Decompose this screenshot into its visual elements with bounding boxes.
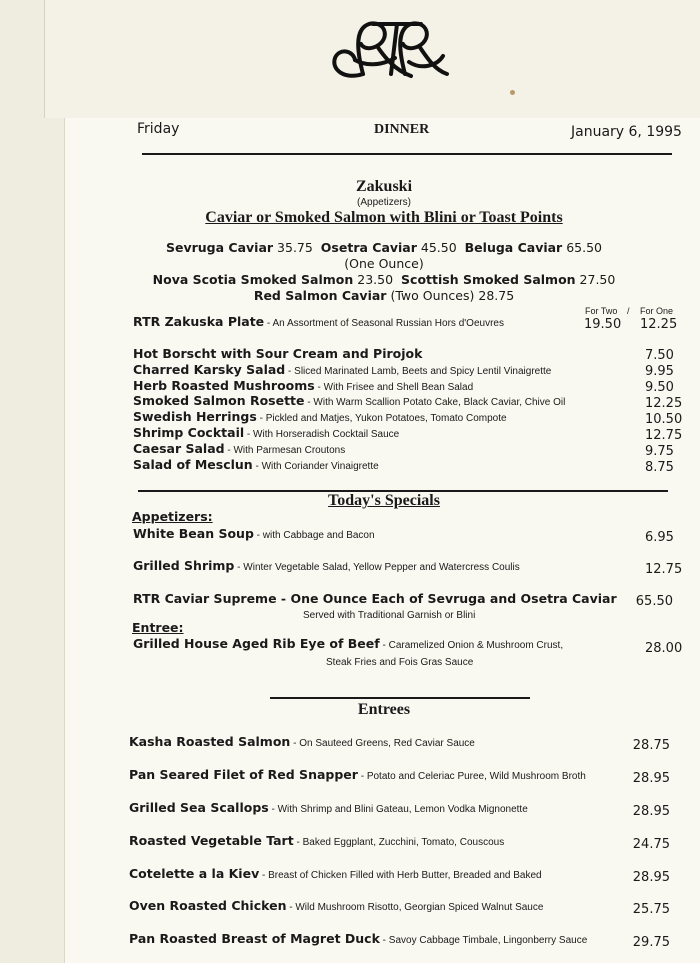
specials-title: Today's Specials: [328, 492, 440, 509]
rtr-logo: [325, 14, 450, 84]
caviar-title: Caviar or Smoked Salmon with Blini or Toast Points: [205, 209, 563, 226]
plate-price-two: 19.50: [584, 317, 622, 332]
entree-item: Oven Roasted Chicken - Wild Mushroom Risotto, Georgian Spiced Walnut Sauce: [129, 898, 544, 913]
special-entree-desc2: Steak Fries and Fois Gras Sauce: [326, 657, 474, 668]
header-divider: [142, 153, 672, 155]
plate-price-one: 12.25: [640, 317, 678, 332]
red-caviar-price: 28.75: [478, 288, 515, 303]
item-price: 9.50: [645, 380, 674, 395]
beluga-price: 65.50: [566, 240, 603, 255]
sevruga-price: 35.75: [277, 240, 313, 255]
red-caviar-line: [84, 288, 684, 303]
logo-text: RTR: [385, 54, 389, 55]
scottish-price: 27.50: [579, 272, 616, 287]
caviar-line: [84, 240, 684, 255]
zakuski-item: Charred Karsky Salad - Sliced Marinated Lamb, Beets and Spicy Lentil Vinaigrette: [133, 362, 552, 377]
special-item: White Bean Soup - with Cabbage and Bacon: [133, 526, 375, 541]
beluga-name: Beluga Caviar: [464, 240, 563, 255]
zakuski-subtitle: (Appetizers): [357, 197, 411, 208]
item-price: 10.50: [645, 412, 683, 427]
item-price: 29.75: [632, 935, 670, 950]
one-ounce-note: (One Ounce): [344, 256, 424, 271]
caviar-supreme-desc: Served with Traditional Garnish or Blini: [303, 610, 476, 621]
menu-date: January 6, 1995: [571, 124, 682, 140]
for-two-label: For Two: [585, 306, 618, 316]
zakuski-item: Salad of Mesclun - With Coriander Vinaigrette: [133, 457, 379, 472]
special-item: Grilled Shrimp - Winter Vegetable Salad, Yellow Pepper and Watercress Coulis: [133, 558, 520, 573]
menu-day: Friday: [137, 121, 180, 137]
red-caviar-name: Red Salmon Caviar: [253, 288, 387, 303]
zakuski-item: Herb Roasted Mushrooms - With Frisee and Shell Bean Salad: [133, 378, 474, 393]
appetizers-label: Appetizers:: [132, 509, 213, 524]
item-price: 28.95: [632, 804, 670, 819]
zakuski-item: Hot Borscht with Sour Cream and Pirojok: [133, 346, 423, 361]
item-price: 12.75: [645, 562, 683, 577]
item-desc: An Assortment of Seasonal Russian Hors d'Oeuvres: [272, 318, 504, 329]
item-price: 6.95: [645, 530, 674, 545]
entree-item: Pan Roasted Breast of Magret Duck - Savoy Cabbage Timbale, Lingonberry Sauce: [129, 931, 588, 946]
item-price: 9.95: [645, 364, 674, 379]
for-one-label: For One: [640, 306, 674, 316]
nova-scotia-name: Nova Scotia Smoked Salmon: [152, 272, 354, 287]
entrees-divider: [270, 697, 530, 699]
sevruga-name: Sevruga Caviar: [165, 240, 274, 255]
salmon-line: [84, 272, 684, 287]
item-price: 7.50: [645, 348, 674, 363]
item-name: RTR Zakuska Plate: [133, 314, 265, 329]
entree-item: Pan Seared Filet of Red Snapper - Potato and Celeriac Puree, Wild Mushroom Broth: [129, 767, 586, 782]
item-price: 9.75: [645, 444, 674, 459]
entree-item: Kasha Roasted Salmon - On Sauteed Greens, Red Caviar Sauce: [129, 734, 475, 749]
entree-item: Cotelette a la Kiev - Breast of Chicken Filled with Herb Butter, Breaded and Baked: [129, 866, 542, 881]
entree-item: Grilled Sea Scallops - With Shrimp and Blini Gateau, Lemon Vodka Mignonette: [129, 800, 528, 815]
menu-meal: DINNER: [374, 122, 430, 137]
item-price: 65.50: [635, 594, 673, 609]
item-price: 28.95: [632, 870, 670, 885]
item-price: 24.75: [632, 837, 670, 852]
zakuski-item: Smoked Salmon Rosette - With Warm Scallion Potato Cake, Black Caviar, Chive Oil: [133, 393, 566, 408]
caviar-supreme: RTR Caviar Supreme - One Ounce Each of Sevruga and Osetra Caviar: [133, 591, 617, 606]
item-price: 28.75: [632, 738, 670, 753]
paper-spot: [510, 90, 515, 95]
nova-scotia-price: 23.50: [357, 272, 394, 287]
zakuski-title: Zakuski: [355, 178, 413, 195]
osetra-name: Osetra Caviar: [320, 240, 417, 255]
item-price: 12.75: [645, 428, 683, 443]
item-price: 12.25: [645, 396, 683, 411]
entree-label: Entree:: [132, 620, 184, 635]
zakuski-item: Shrimp Cocktail - With Horseradish Cocktail Sauce: [133, 425, 400, 440]
special-entree: Grilled House Aged Rib Eye of Beef - Caramelized Onion & Mushroom Crust,: [133, 636, 564, 651]
entree-item: Roasted Vegetable Tart - Baked Eggplant, Zucchini, Tomato, Couscous: [129, 833, 505, 848]
item-price: 8.75: [645, 460, 674, 475]
zakuski-item: Caesar Salad - With Parmesan Croutons: [133, 441, 346, 456]
for-slash: /: [627, 306, 630, 316]
zakuska-plate: RTR Zakuska Plate - An Assortment of Seasonal Russian Hors d'Oeuvres: [133, 314, 504, 329]
scottish-name: Scottish Smoked Salmon: [401, 272, 576, 287]
item-price: 25.75: [632, 902, 670, 917]
entrees-title: Entrees: [357, 701, 411, 718]
item-price: 28.00: [645, 641, 683, 656]
red-caviar-note: (Two Ounces): [390, 288, 475, 303]
osetra-price: 45.50: [420, 240, 457, 255]
item-price: 28.95: [632, 771, 670, 786]
zakuski-item: Swedish Herrings - Pickled and Matjes, Yukon Potatoes, Tomato Compote: [133, 409, 507, 424]
